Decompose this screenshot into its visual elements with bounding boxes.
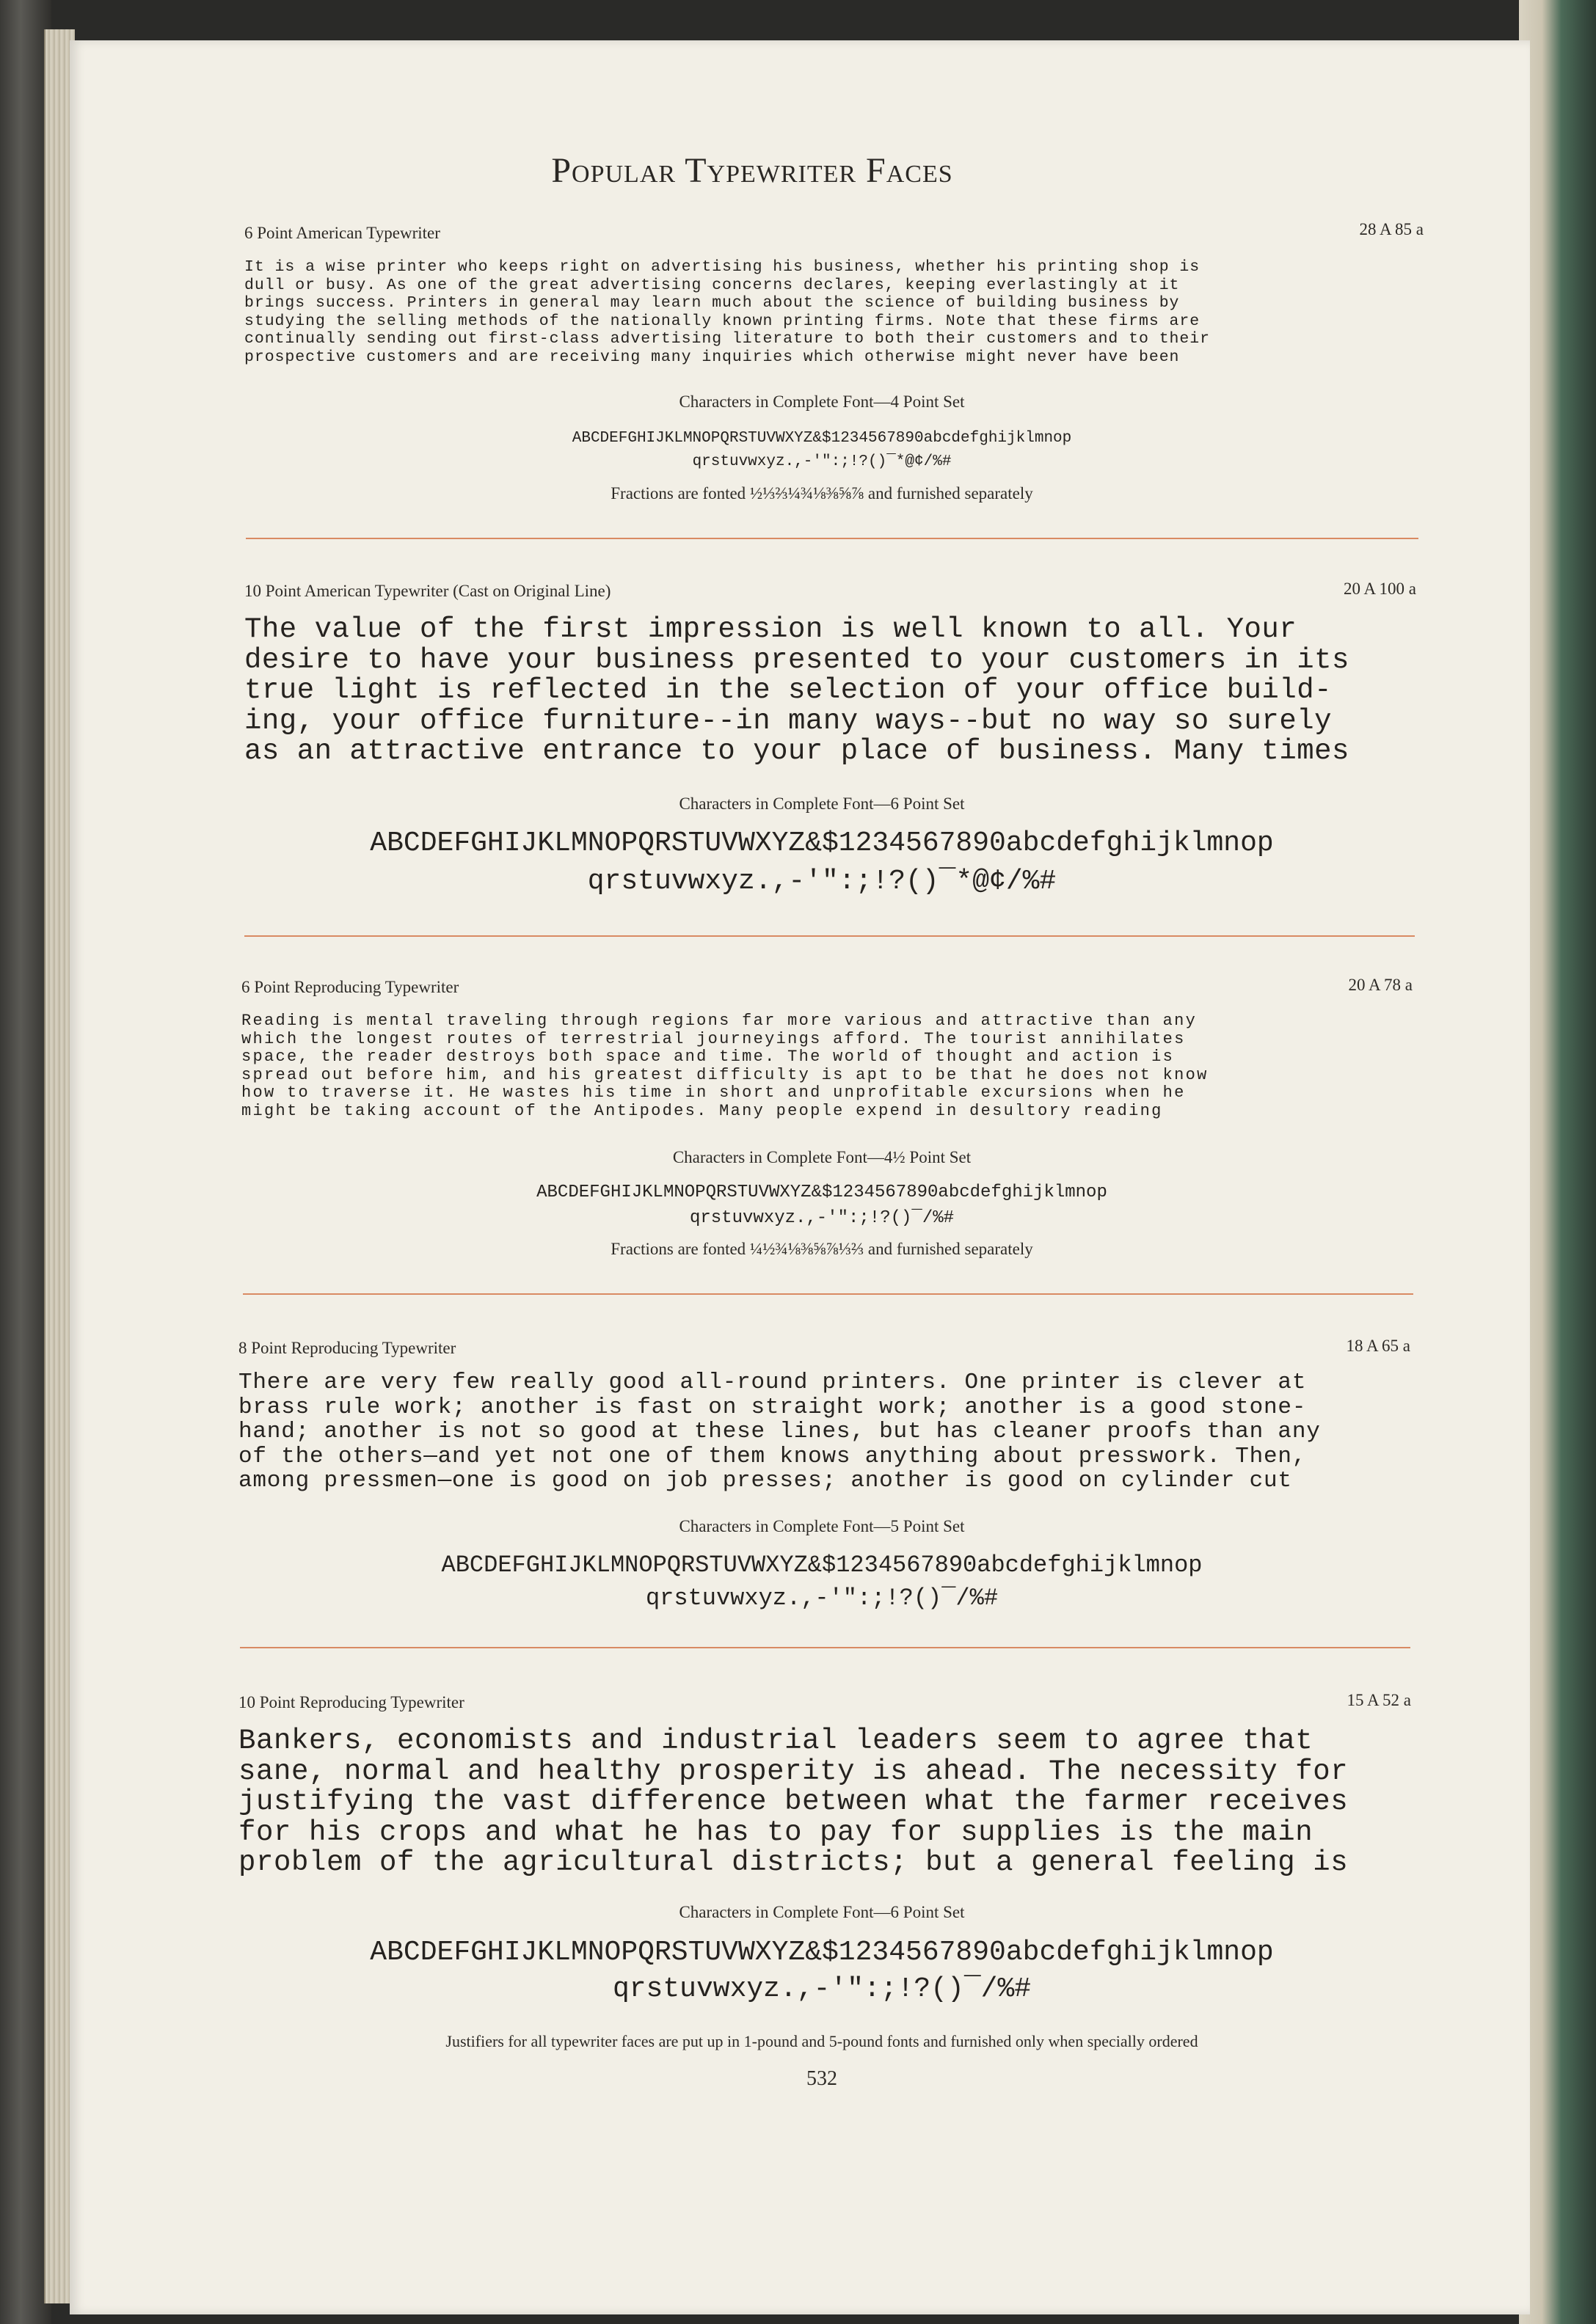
sample-line: brass rule work; another is fast on straight work; another is a good stone- (238, 1394, 1307, 1420)
section-1-count: 28 A 85 a (1359, 220, 1424, 238)
section-1-sample (244, 258, 1210, 366)
section-3-spec: 6 Point Reproducing Typewriter (241, 978, 459, 996)
section-divider (243, 1293, 1413, 1295)
page-number: 532 (806, 2067, 837, 2090)
sample-line: of the others—and yet not one of them knows anything about presswork. Then, (238, 1443, 1307, 1469)
sample-line: which the longest routes of terrestrial journeyings afford. The tourist annihilates (241, 1029, 1186, 1048)
sample-line: as an attractive entrance to your place of business. Many times (244, 735, 1349, 767)
footnote: Justifiers for all typewriter faces are put up in 1-pound and 5-pound fonts and furnished only when specially ordered (445, 2032, 1198, 2050)
section-5-charset-line-1: ABCDEFGHIJKLMNOPQRSTUVWXYZ&$1234567890abcdefghijklmnop (370, 1937, 1274, 1968)
sample-line: Reading is mental traveling through regions far more various and attractive than any (241, 1012, 1198, 1030)
section-4-count: 18 A 65 a (1346, 1337, 1410, 1355)
section-1-font-label: Characters in Complete Font—4 Point Set (679, 392, 965, 411)
sample-line: It is a wise printer who keeps right on advertising his business, whether his printing shop is (244, 258, 1200, 276)
section-2-charset-line-2: qrstuvwxyz.,-'":;!?()‾*@¢/%# (587, 866, 1057, 897)
sample-line: studying the selling methods of the nationally known printing firms. Note that these firms are (244, 312, 1200, 330)
section-3-charset-line-1: ABCDEFGHIJKLMNOPQRSTUVWXYZ&$1234567890abcdefghijklmnop (536, 1183, 1107, 1202)
sample-line: hand; another is not so good at these lines, but has cleaner proofs than any (238, 1419, 1321, 1444)
sample-line: justifying the vast difference between what the farmer receives (238, 1786, 1349, 1818)
section-4-charset-line-1: ABCDEFGHIJKLMNOPQRSTUVWXYZ&$1234567890abcdefghijklmnop (441, 1552, 1203, 1579)
sample-line: spread out before him, and his greatest difficulty is apt to be that he does not know (241, 1065, 1209, 1084)
section-3-count: 20 A 78 a (1348, 976, 1413, 994)
section-4-spec: 8 Point Reproducing Typewriter (238, 1339, 456, 1357)
section-4-sample (238, 1370, 1321, 1494)
sample-line: The value of the first impression is well known to all. Your (244, 613, 1297, 646)
section-1-spec: 6 Point American Typewriter (244, 224, 440, 242)
sample-line: desire to have your business presented to your customers in its (244, 643, 1349, 676)
section-5-spec: 10 Point Reproducing Typewriter (238, 1693, 464, 1711)
sample-line: might be taking account of the Antipodes. Many people expend in desultory reading (241, 1101, 1163, 1120)
section-2-count: 20 A 100 a (1343, 580, 1416, 598)
section-2-sample (244, 615, 1349, 767)
sample-line: among pressmen—one is good on job presses; another is good on cylinder cut (238, 1468, 1292, 1494)
section-2-spec: 10 Point American Typewriter (Cast on Original Line) (244, 582, 611, 600)
section-divider (246, 538, 1418, 539)
section-5-font-label: Characters in Complete Font—6 Point Set (679, 1903, 965, 1921)
section-1-fractions: Fractions are fonted ½⅓⅔¼¾⅛⅜⅝⅞ and furnished separately (611, 484, 1033, 503)
sample-line: Bankers, economists and industrial leaders seem to agree that (238, 1725, 1313, 1757)
section-4-charset-line-2: qrstuvwxyz.,-'":;!?()‾/%# (645, 1585, 999, 1612)
sample-line: true light is reflected in the selection of your office build- (244, 674, 1333, 706)
section-4-font-label: Characters in Complete Font—5 Point Set (679, 1517, 965, 1535)
sample-line: dull or busy. As one of the great advertising concerns declares, keeping everlastingly at it (244, 276, 1180, 294)
section-2-charset-line-1: ABCDEFGHIJKLMNOPQRSTUVWXYZ&$1234567890abcdefghijklmnop (370, 827, 1274, 859)
sample-line: prospective customers and are receiving many inquiries which otherwise might never have been (244, 348, 1180, 366)
sample-line: sane, normal and healthy prosperity is ahead. The necessity for (238, 1755, 1349, 1788)
sample-line: for his crops and what he has to pay for supplies is the main (238, 1816, 1313, 1849)
sample-line: There are very few really good all-round printers. One printer is clever at (238, 1370, 1307, 1395)
section-1-charset-line-1: ABCDEFGHIJKLMNOPQRSTUVWXYZ&$1234567890abcdefghijklmnop (572, 430, 1072, 447)
section-5-sample (238, 1726, 1348, 1879)
section-3-charset-line-2: qrstuvwxyz.,-'":;!?()‾/%# (689, 1208, 955, 1228)
section-5-charset-line-2: qrstuvwxyz.,-'":;!?()‾/%# (612, 1973, 1032, 2005)
sample-line: continually sending out first-class advertising literature to both their customers and to their (244, 330, 1210, 348)
page-title: Popular Typewriter Faces (551, 151, 953, 190)
section-divider (240, 1647, 1410, 1648)
sample-line: space, the reader destroys both space and time. The world of thought and action is (241, 1048, 1175, 1067)
section-3-fractions: Fractions are fonted ¼½¾⅛⅜⅝⅞⅓⅔ and furnished separately (611, 1240, 1033, 1258)
section-divider (244, 935, 1415, 937)
sample-line: how to traverse it. He wastes his time in short and unprofitable excursions when he (241, 1084, 1186, 1103)
sample-line: ing, your office furniture--in many ways--but no way so surely (244, 704, 1333, 737)
section-3-font-label: Characters in Complete Font—4½ Point Set (672, 1148, 972, 1166)
section-3-sample (241, 1012, 1209, 1121)
sample-line: problem of the agricultural districts; but a general feeling is (238, 1846, 1349, 1879)
section-2-font-label: Characters in Complete Font—6 Point Set (679, 794, 965, 813)
sample-line: brings success. Printers in general may learn much about the science of building business by (244, 294, 1180, 312)
section-1-charset-line-2: qrstuvwxyz.,-'":;!?()‾*@¢/%# (692, 453, 952, 470)
section-5-count: 15 A 52 a (1347, 1691, 1411, 1709)
